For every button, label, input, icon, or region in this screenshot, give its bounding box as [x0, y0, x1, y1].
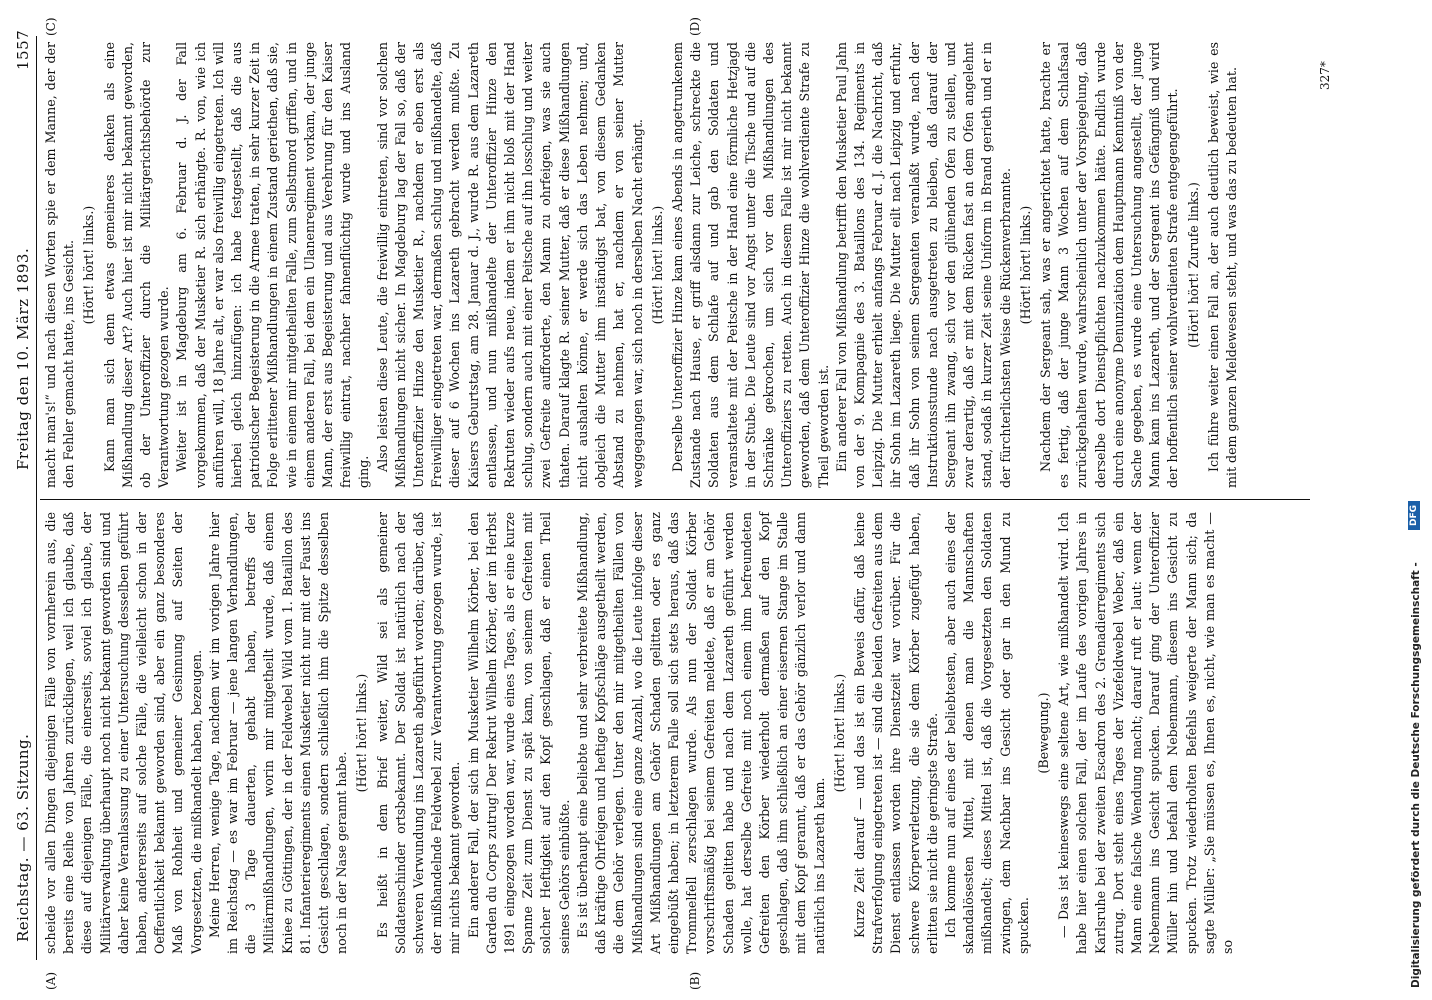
page-header-left: Reichstag. — 63. Sitzung. [14, 733, 32, 942]
paragraph: — Das ist keineswegs eine seltene Art, wie mißhandelt wird. Ich habe hier einen solchen Fall, der im Laufe des vorigen Jahres in Karlsruhe bei der zweiten Escadron des 2. Grenadierregiments sich zutrug. Dort steht eines Tages der Vizefeldwebel Weber, daß ein Mann eine falsche Wendung macht; darauf ruft er laut: wenn der Nebenmann ins Gesicht spucken. Darauf ging der Unteroffizier Müller hin und befahl dem Nebenmann, diesem ins Gesicht zu spucken. Trotz wiederholten Befehls weigerte der Mann sich; da sagte Müller: „Sie müssen es, Ihnen es, nicht, wie man es macht — so [1056, 512, 1235, 954]
signature-mark: 327* [1318, 61, 1332, 90]
paragraph: Weiter ist in Magdeburg am 6. Februar d. J. der Fall vorgekommen, daß der Musketier R. sich erhängte. R. von, wie ich anführen will, 18 Jahre alt, er war also freiwillig eingetreten. Ich will hierbei gleich hinzufügen: ich habe festgestellt, daß die aus patriotischer Begeisterung in die Armee traten, in sehr kurzer Zeit in Folge erlittener Mißhandlungen in einem Zustand geriethen, daß sie, wie in einem mir mitgetheilten Falle, zum Selbstmord griffen, und in einem anderen Fall, bei dem ein Ulanenregiment vorkam, der junge Mann, der erst aus Begeisterung und aus Verehrung für den Kaiser freiwillig eintrat, nachher fahnenflüchtig wurde und ins Ausland ging. [174, 42, 372, 488]
margin-marker-d: (D) [688, 17, 702, 36]
margin-marker-b: (B) [688, 971, 702, 990]
interjection: (Hört! hört! links.) [354, 673, 370, 793]
interjection: (Bewegung.) [1035, 692, 1051, 774]
right-text-column [42, 42, 1322, 488]
paragraph: Kann man sich denn etwas gemeineres denken als eine Mißhandlung dieser Art? Auch hier ist mir nicht bekannt geworden, ob der Unteroffizier durch die Militärgerichtsbehörde zur Verantwortung gezogen wurde. [101, 42, 172, 488]
paragraph: Ein anderer Fall von Mißhandlung betrifft den Musketier Paul Jahn von der 9. Kompagnie des 3. Bataillons des 134. Regiments in Leipzig. Die Mutter erhielt anfangs Februar d. J. die Nachricht, daß ihr Sohn im Lazareth liege. Die Mutter eilt nach Leipzig und erfuhr, daß ihr Sohn von seinem Sergeanten veranlaßt wurde, nach der Instruktionsstunde nach ausgetreten zu bleiben, daß darauf der Sergeant ihn zwang, sich vor den glühenden Ofen zu stellen, und zwar derartig, daß er mit dem Rücken fast an dem Ofen angelehnt stand, sodaß in kurzer Zeit seine Uniform in Brand gerieth und er in der fürchterlichsten Weise die Rückenverbrannte. [833, 42, 1013, 488]
left-text-column [42, 512, 1322, 954]
paragraph: Ich komme nun auf eines der beliebtesten, aber auch eines der skandalösesten Mittel, mit denen man die Mannschaften mißhandelt; dieses Mittel ist, daß die Vorgesetzten den Soldaten zwingen, dem Nachbar ins Gesicht oder gar in den Mund zu spucken. [942, 512, 1031, 954]
interjection: (Hört! hört! links.) [649, 205, 665, 325]
paragraph: Ich führe weiter einen Fall an, der auch deutlich beweist, wie es mit dem ganzen Meldewesen steht, und was das zu bedeuten hat. [1205, 42, 1239, 488]
interjection: (Hört! hört! links.) [81, 205, 97, 325]
page-number: 1557 [14, 29, 32, 70]
interjection: (Hört! hört! links.) [1017, 205, 1033, 325]
paragraph: Derselbe Unteroffizier Hinze kam eines Abends in angetrunkenem Zustande nach Hause, er griff alsdann zur Leiche, schreckte die Soldaten aus dem Schlafe auf und gab den Soldaten und veranstaltete mit der Peitsche in der Hand eine förmliche Hetzjagd in der Stube. Die Leute sind vor Angst unter die Tische und auf die Schränke gekrochen, um sich vor den Mißhandlungen des Unteroffiziers zu retten. Auch in diesem Falle ist mir nicht bekannt geworden, daß dem Unteroffizier Hinze die wohlverdiente Strafe zu Theil geworden ist. [669, 42, 831, 488]
margin-marker-a: (A) [44, 971, 58, 990]
interjection: (Hört! hört! links.) [831, 673, 847, 793]
paragraph: Also leisten diese Leute, die freiwillig eintreten, sind vor solchen Mißhandlungen nicht sicher. In Magdeburg lag der Fall so, daß der Unteroffizier Hinze den Musketier R., nachdem er eben erst als Freiwilliger eingetreten war, dermaßen schlug und mißhandelte, daß dieser auf 6 Wochen ins Lazareth gebracht werden mußte. Zu Kaisers Geburtstag, am 28. Januar d. J., wurde R. aus dem Lazareth entlassen, und nun mißhandelte der Unteroffizier Hinze den Rekruten wieder aufs neue, indem er ihm nicht bloß mit der Hand schlug, sondern auch mit einer Peitsche auf ihn losschlug und weiter zwei Gefreite aufforderte, den Mann zu ohrfeigen, was sie auch thaten. Darauf klagte R. seiner Mutter, daß er diese Mißhandlungen nicht aushalten könne, er werde sich das Leben nehmen; und, obgleich die Mutter ihm inständigst bat, von diesem Gedanken Abstand zu nehmen, hat er, nachdem er von seiner Mutter weggegangen war, sich noch in derselben Nacht erhängt. [374, 42, 645, 488]
paragraph: macht man's!“ und nach diesen Worten spie er dem Manne, der der den Fehler gemacht hatte, ins Gesicht. [43, 42, 77, 488]
paragraph: Ein anderer Fall, der sich im Musketier Wilhelm Körber, bei den Garden du Corps zutrug! Der Rekrut Wilhelm Körber, der im Herbst 1891 eingezogen worden war, wurde eines Tages, als er eine kurze Spanne Zeit zum Dienst zu spät kam, von seinem Gefreiten mit solcher Heftigkeit auf den Kopf geschlagen, daß er einen Theil seines Gehörs einbüßte. [465, 512, 572, 954]
digitization-credit: Digitalisierung gefördert durch die Deutsche Forschungsgemeinschaft - [1410, 562, 1422, 988]
paragraph: Kurze Zeit darauf — und das ist ein Beweis dafür, daß keine Strafverfolgung eingetreten ist — sind die beiden Gefreiten aus dem Dienst entlassen worden ihre Dienstzeit war vorüber. Für die schwere Körperverletzung, die sie dem Körber zugefügt haben, erlitten sie nicht die geringste Strafe. [851, 512, 940, 954]
interjection: (Hört! hört! Zurufe links.) [1185, 182, 1201, 348]
header-rule [36, 36, 37, 960]
paragraph: Meine Herren, wenige Tage, nachdem wir im vorigen Jahre hier im Reichstag — es war im Februar — jene langen Verhandlungen, die 3 Tage dauerten, gehabt haben, betreffs der Militärmißhandlungen, worin mir mitgetheilt wurde, daß einem Kniee zu Göttingen, der in der Feldwebel Wild vom 1. Bataillon des 81. Infanterieregiments einen Musketier nicht nur mit der Faust ins Gesicht geschlagen, sondern schließlich ihm die Spitze desselben noch in der Nase gerannt habe. [206, 512, 350, 954]
column-divider [40, 499, 1310, 500]
dfg-logo: DFG [1408, 501, 1420, 530]
paragraph: Es heißt in dem Brief weiter, Wild sei als gemeiner Soldatenschinder ortsbekannt. Der Soldat ist natürlich nach der schweren Verwundung ins Lazareth abgeführt worden; darüber, daß der mißhandelnde Feldwebel zur Verantwortung gezogen wurde, ist mir nichts bekannt geworden. [374, 512, 463, 954]
paragraph: scheide vor allen Dingen diejenigen Fälle von vornherein aus, die bereits eine Reihe von Jahren zurückliegen, weil ich glaube, daß diese auf diejenigen Fälle, die einerseits, soviel ich glaube, der Militärverwaltung überhaupt noch nicht bekannt geworden sind und daher keine Veranlassung zu einer Untersuchung desselben geführt haben, andererseits auf solche Fälle, die vielleicht schon in der Oeffentlichkeit bekannt geworden sind, aber ein ganz besonderes Maß von Rohheit und gemeiner Gesinnung auf Seiten der Vorgesetzten, die mißhandelt haben, bezeugen. [43, 512, 204, 954]
page-header-date: Freitag den 10. März 1893. [14, 247, 32, 470]
paragraph: Es ist überhaupt eine beliebte und sehr verbreitete Mißhandlung, daß kräftige Ohrfeigen und heftige Kopfschläge ausgetheilt werden, die dem Gehör verlegen. Unter den mir mitgetheilten Fällen von Mißhandlungen sind eine ganze Anzahl, wo die Leute infolge dieser Art Mißhandlungen am Gehör Schaden gelitten oder es ganz eingebüßt haben; in letzterem Falle soll sich stets heraus, daß das Trommelfell zerschlagen wurde. Als nun der Soldat Körber vorschriftsmäßig bei seinem Gefreiten meldete, daß er am Gehör Schaden gelitten habe und nach dem Lazareth geführt werden wolle, hat derselbe Gefreite mit noch einem ihm befreundeten Gefreiten den Körber wiederholt dermaßen auf den Kopf geschlagen, daß ihm schließlich an einer eisernen Stange im Stalle mit dem Kopf gerannt, daß er das Gehör gänzlich verlor und dann natürlich ins Lazareth kam. [574, 512, 827, 954]
margin-marker-c: (C) [44, 17, 58, 36]
paragraph: Nachdem der Sergeant sah, was er angerichtet hatte, brachte er es fertig, daß der junge Mann 3 Wochen auf dem Schlafsaal zurückgehalten wurde, wahrscheinlich unter der Vorspiegelung, daß derselbe dort Dienstpflichten nachzukommen hätte. Endlich wurde durch eine anonyme Denunziation dem Hauptmann Kenntniß von der Sache gegeben, es wurde eine Untersuchung angestellt, der junge Mann kam ins Lazareth, und der Sergeant ins Gefängniß und wird der hoffentlich seiner wohlverdienten Strafe entgegengeführt. [1037, 42, 1181, 488]
